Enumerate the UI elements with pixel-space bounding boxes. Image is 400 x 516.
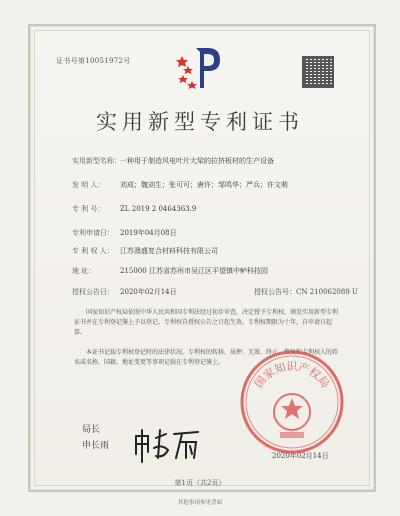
field-value: 215000 江苏省苏州市吴江区平望镇中鲈科技园 (120, 267, 268, 275)
field-value: 刘成；魏刘生；张可可；唐许；邹鸣华；严兵；许文萌 (120, 181, 288, 189)
field-patentee (72, 246, 218, 256)
paragraph-grant: 国家知识产权局依照中华人民共和国专利法经过初步审查，决定授予专利权，颁发实用新型专利证书并在专利登记簿上予以登记。专利权自授权公告之日起生效。专利权期限为十年，自申请日起算。 (74, 309, 339, 336)
field-address (72, 266, 268, 276)
certificate-number: 证书号第10051972号 (56, 57, 131, 65)
field-patent-number (72, 204, 196, 214)
footer-note: 其他事项参见背面 (177, 500, 222, 506)
page-title: 实用新型专利证书 (96, 110, 304, 134)
signature-title: 局长 (82, 425, 101, 435)
field-label: 实用新型名称： (72, 157, 121, 165)
field-value: 2020年02月14日 (120, 288, 177, 296)
field-label: 授权公告日： (72, 288, 114, 296)
field-label: 专利申请日： (72, 229, 114, 237)
field-value: ZL 2019 2 0464363.9 (120, 205, 197, 213)
field-label: 地 址： (72, 267, 96, 275)
paragraph-legal-status: 本证书记载专利权登记时的法律状况。专利权的转移、质押、无效、终止、恢复和专利权人的姓名或名称、国籍、地址变更等事项记载在专利登记簿上。 (74, 349, 339, 366)
authorization-number: 授权公告号：CN 210062089 U (254, 288, 358, 296)
field-label: 专 利 号： (72, 205, 105, 213)
field-label: 专 利 权 人： (72, 247, 114, 255)
field-value: 2019年04月08日 (120, 229, 177, 237)
field-value: 江苏澳盛复合材料科技有限公司 (120, 247, 218, 255)
field-inventors (72, 180, 288, 190)
official-seal (238, 348, 346, 456)
field-utility-model-name (72, 156, 274, 166)
field-application-date (72, 228, 177, 238)
svg-text:国家知识产权局: 国家知识产权局 (252, 360, 332, 391)
page-number: 第1页（共2页） (174, 479, 226, 487)
signature-date: 2020年02月14日 (272, 452, 329, 460)
signature-handwriting (132, 424, 204, 464)
field-label: 发 明 人： (72, 181, 105, 189)
qr-code (304, 58, 332, 86)
signature-name: 申长雨 (82, 441, 110, 451)
cnipa-logo-icon (174, 42, 230, 92)
field-grant-date (72, 287, 177, 297)
field-value: 一种用于制造风电叶片大梁的拉挤板材的生产设备 (120, 157, 274, 165)
